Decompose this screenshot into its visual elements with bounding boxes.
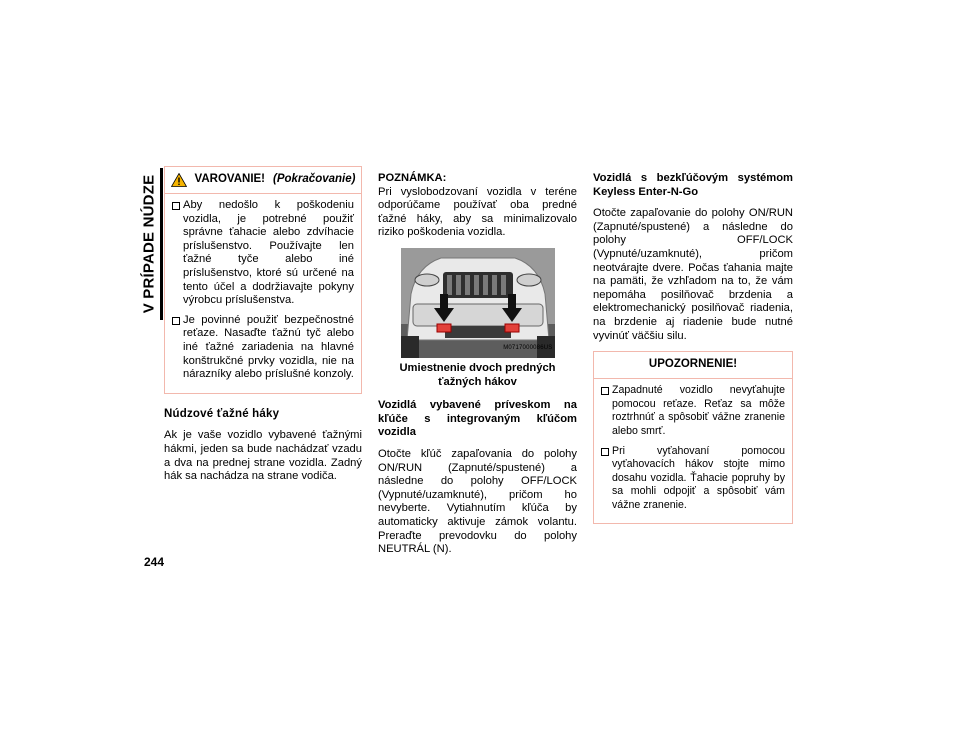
section-heading: Núdzové ťažné háky <box>164 407 280 420</box>
column-3 <box>593 172 793 524</box>
section-heading: Vozidlá s bezkľúčovým systémom Keyless Enter-N-Go <box>593 172 793 198</box>
column-1 <box>164 166 362 492</box>
warning-list <box>165 194 361 393</box>
warning-box <box>164 166 362 394</box>
tow-hooks-figure <box>401 248 555 358</box>
warning-icon <box>171 173 187 187</box>
warning-item: Aby nedošlo k poškodeniu vozidla, je potrebné použiť správne ťahacie alebo zdvíhacie príslušenstvo. Používajte len ťažné tyče alebo iné príslušenstvo, ktoré sú určené na tento účel a dodržiavajte pokyny výrobcu príslušenstva. <box>171 199 354 308</box>
warning-header <box>165 167 361 194</box>
note-title: POZNÁMKA: <box>378 172 447 184</box>
warning-item: Je povinné použiť bezpečnostné reťaze. Nasaďte ťažnú tyč alebo iné ťažné zariadenia na hlavné konštrukčné prvky vozidla, nie na nárazníky alebo príslušné konzoly. <box>171 314 354 382</box>
warning-title: VAROVANIE! <box>194 173 266 186</box>
figure-code: M0717000086US <box>503 345 553 352</box>
figure-caption: Umiestnenie dvoch predných ťažných hákov <box>399 361 556 388</box>
page-number: 244 <box>144 555 165 569</box>
caution-box <box>593 351 793 524</box>
paragraph: Otočte zapaľovanie do polohy ON/RUN (Zapnuté/spustené) a následne do polohy OFF/LOCK (Vypnuté/uzamknuté), pričom neotvárajte dvere. Počas ťahania majte na pamäti, že vzhľadom na to, že vám nepomáha posilňovač brzdenia a elektromechanický posilňovač riadenia, na brzdenie aj riadenie bude nutné vyvinúť väčšiu silu. <box>593 207 793 342</box>
warning-subtitle: (Pokračovanie) <box>273 173 356 186</box>
caution-header <box>594 352 792 379</box>
section-tab-label: V PRÍPADE NÚDZE <box>140 174 158 314</box>
paragraph: Ak je vaše vozidlo vybavené ťažnými hákmi, jeden sa bude nachádzať vzadu a dva na prednej strane vozidla. Zadný hák sa nachádza na strane vodiča. <box>164 429 362 483</box>
column-2 <box>378 172 577 565</box>
section-heading: Vozidlá vybavené príveskom na kľúče s integrovaným kľúčom vozidla <box>378 399 577 439</box>
caution-item: Pri vyťahovaní pomocou vyťahovacích hákov stojte mimo dosahu vozidla. Ťahacie popruhy by sa mohli odpojiť a spôsobiť vám vážne zranenie. <box>600 445 785 513</box>
caution-title: UPOZORNENIE! <box>648 358 738 371</box>
section-tab <box>138 168 163 320</box>
paragraph: Otočte kľúč zapaľovania do polohy ON/RUN (Zapnuté/spustené) a následne do polohy OFF/LOCK (Vypnuté/uzamknuté), pričom ho nevyberte. Vytiahnutím kľúča by automaticky aktivuje zámok volantu. Preraďte prevodovku do polohy NEUTRÁL (N). <box>378 447 577 556</box>
caution-item: Zapadnuté vozidlo nevyťahujte pomocou reťaze. Reťaz sa môže roztrhnúť a spôsobiť vážne zranenie alebo smrť. <box>600 384 785 438</box>
note-text: Pri vyslobodzovaní vozidla v teréne odporúčame používať oba predné ťažné háky, aby sa minimalizovalo riziko poškodenia vozidla. <box>378 185 577 239</box>
caution-list <box>594 379 792 523</box>
